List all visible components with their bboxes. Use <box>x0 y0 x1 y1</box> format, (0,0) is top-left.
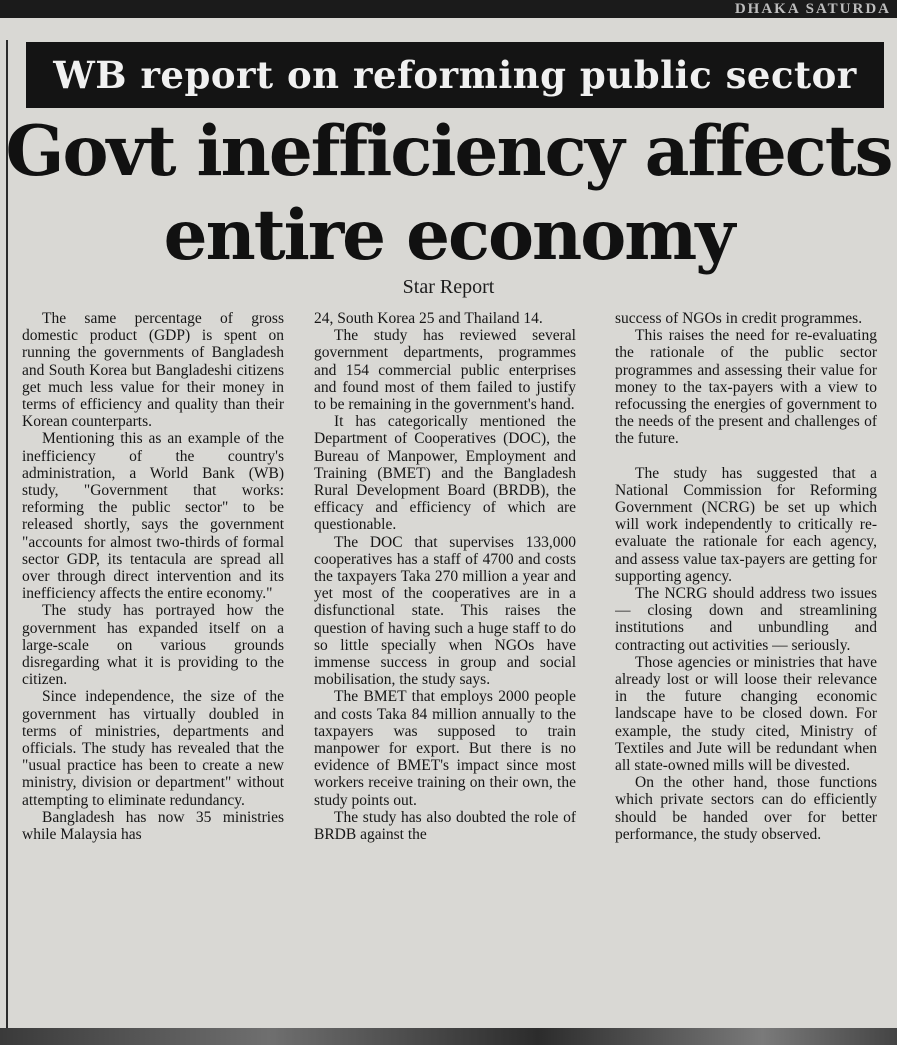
paragraph: The study has portrayed how the government has expanded itself on a large-scale on various grounds disregarding what it is providing to the citizen. <box>22 602 284 689</box>
paragraph: The same percentage of gross domestic product (GDP) is spent on running the governments of Bangladesh and South Korea but Bangladeshi citizens get much less value for their money in terms of efficiency and quality than their Korean counterparts. <box>22 310 284 431</box>
paragraph: Those agencies or ministries that have already lost or will loose their relevance in the future changing economic landscape have to be closed down. For example, the study cited, Ministry of Textiles and Jute will be redundant when all state-owned mills will be divested. <box>615 653 877 775</box>
paragraph: On the other hand, those functions which private sectors can do efficiently should be handed over for better performance, the study observed. <box>615 774 877 843</box>
next-article-strip <box>0 1028 897 1045</box>
kicker-banner <box>26 42 884 108</box>
article-column-3 <box>615 310 877 1015</box>
paragraph: Mentioning this as an example of the inefficiency of the country's administration, a World Bank (WB) study, "Government that works: reforming the public sector" to be released shortly, says the government "accounts for almost two-thirds of formal sector GDP, its tentacula are spread all over through direct intervention and its inefficiency affects the entire economy." <box>22 430 284 603</box>
paragraph: It has categorically mentioned the Department of Cooperatives (DOC), the Bureau of Manpower, Employment and Training (BMET) and the Bangladesh Rural Development Board (BRDB), the efficacy and efficiency of which are questionable. <box>314 413 576 534</box>
dateline: DHAKA SATURDA <box>734 1 891 17</box>
paragraph: Since independence, the size of the government has virtually doubled in terms of ministries, departments and officials. The study has revealed that the "usual practice has been to create a new ministry, division or department" without attempting to eliminate redundancy. <box>22 688 284 809</box>
kicker: WB report on reforming public sector <box>53 53 857 97</box>
paragraph: Bangladesh has now 35 ministries while Malaysia has <box>22 808 284 844</box>
paragraph: The NCRG should address two issues — closing down and streamlining institutions and unbundling and contracting out activities — seriously. <box>615 585 877 654</box>
paragraph: The study has suggested that a National Commission for Reforming Government (NCRG) be set up which will work independently to critically re-evaluate the rationale for each agency, and assess value tax-payers are getting for supporting agency. <box>615 464 877 585</box>
paragraph: The BMET that employs 2000 people and costs Taka 84 million annually to the taxpayers was supposed to train manpower for export. But there is no evidence of BMET's impact since most workers receive training on their own, the study points out. <box>314 688 576 809</box>
paragraph: 24, South Korea 25 and Thailand 14. <box>314 310 543 327</box>
paragraph: The study has reviewed several government departments, programmes and 154 commercial public enterprises and found most of them failed to justify to be remaining in the government's hand. <box>314 327 576 414</box>
paragraph: The study has also doubted the role of BRDB against the <box>314 808 576 844</box>
paragraph: The DOC that supervises 133,000 cooperatives has a staff of 4700 and costs the taxpayers Taka 270 million a year and yet most of the cooperatives are in a disfunctional state. This raises the question of having such a huge staff to do so little specially when NGOs have immense success in group and social mobilisation, the study says. <box>314 533 576 689</box>
article-column-2 <box>314 310 576 1015</box>
article-column-1 <box>22 310 284 1015</box>
headline: Govt inefficiency affects entire economy <box>5 111 892 276</box>
paragraph-gap <box>615 448 877 465</box>
masthead-bar <box>0 0 897 18</box>
paragraph: success of NGOs in credit programmes. <box>615 310 863 327</box>
paragraph: This raises the need for re-evaluating the rationale of the public sector programmes and assessing their value for money to the tax-payers with a view to refocussing the energies of government to the needs of the present and challenges of the future. <box>615 327 877 448</box>
byline: Star Report <box>402 276 495 298</box>
